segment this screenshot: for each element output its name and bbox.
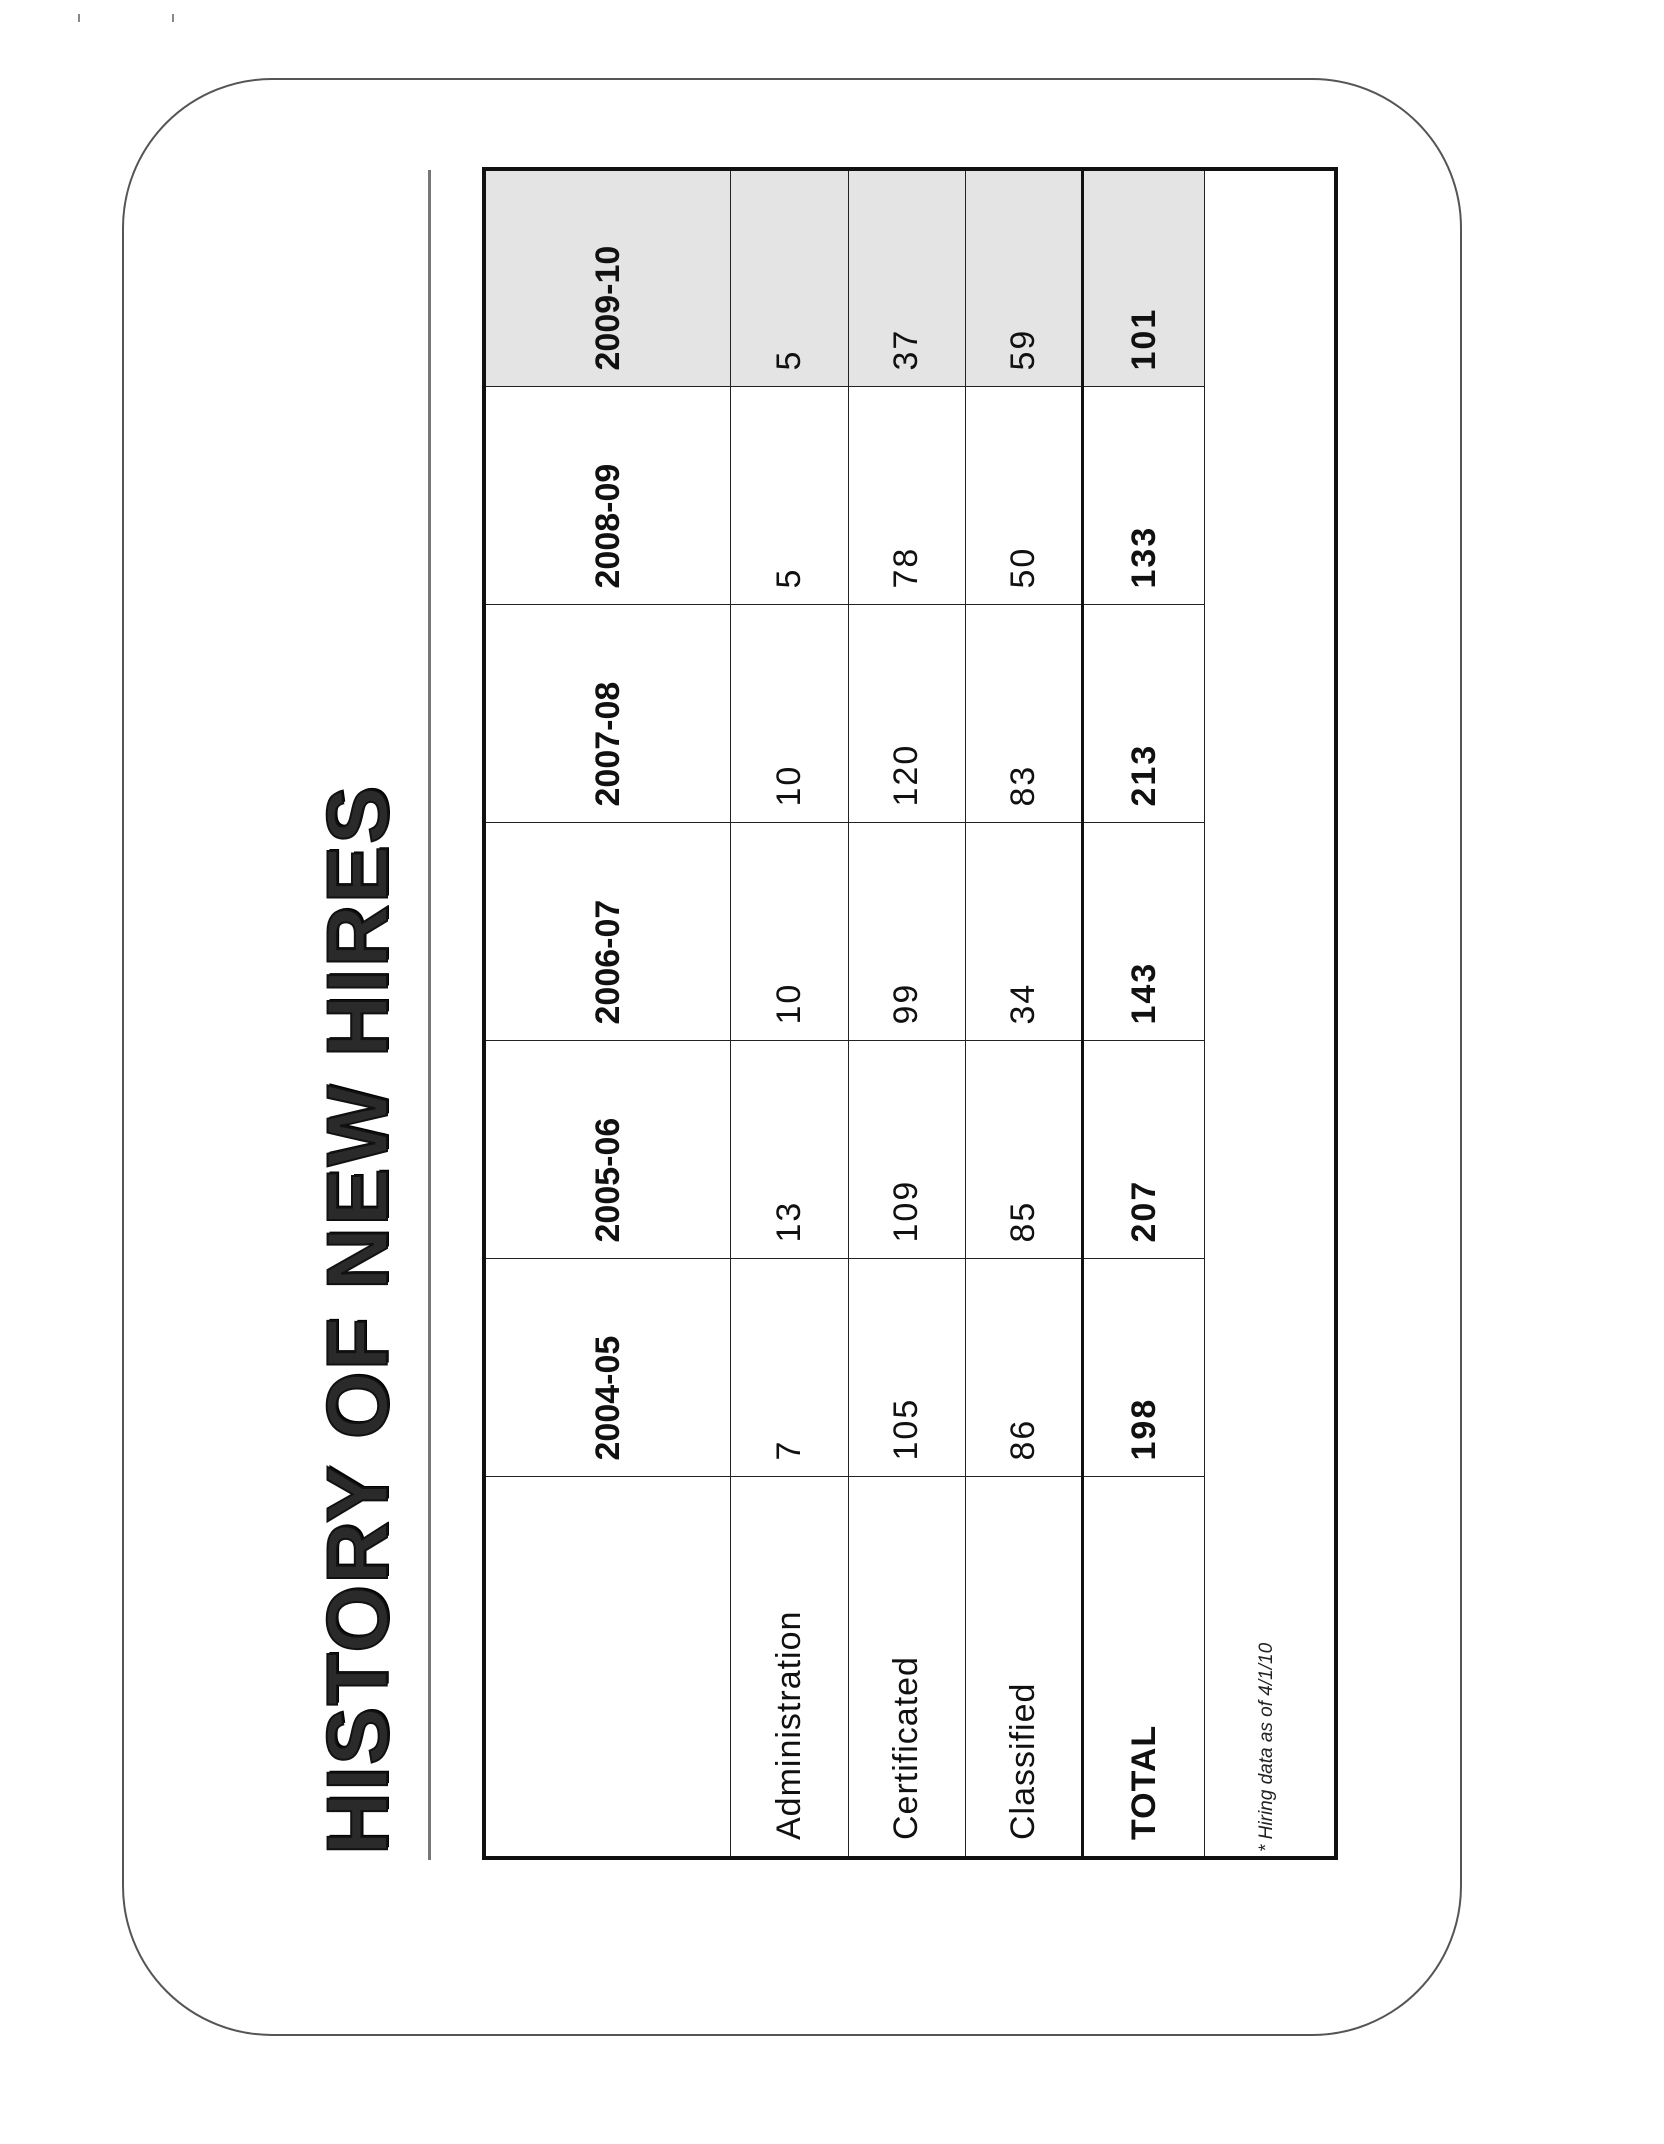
total-row <box>1083 169 1204 1858</box>
row-label: Administration <box>731 1477 848 1858</box>
column-header: 2005-06 <box>484 1041 731 1259</box>
column-header: 2008-09 <box>484 387 731 605</box>
column-header-highlighted: 2009-10 <box>484 169 731 387</box>
footnote-row <box>1204 169 1336 1858</box>
footnote: * Hiring data as of 4/1/10 <box>1256 1642 1277 1852</box>
table-cell: 83 <box>966 605 1083 823</box>
table-cell: 120 <box>848 605 965 823</box>
row-label: Classified <box>966 1477 1083 1858</box>
table-cell-highlighted: 5 <box>731 169 848 387</box>
total-cell-highlighted: 101 <box>1083 169 1204 387</box>
table-row <box>966 169 1083 1858</box>
table-cell: 78 <box>848 387 965 605</box>
table-cell-highlighted: 59 <box>966 169 1083 387</box>
table-cell: 7 <box>731 1259 848 1477</box>
title-divider <box>428 170 431 1860</box>
total-cell: 207 <box>1083 1041 1204 1259</box>
column-header: 2004-05 <box>484 1259 731 1477</box>
table-cell: 105 <box>848 1259 965 1477</box>
table-cell: 85 <box>966 1041 1083 1259</box>
total-cell: 213 <box>1083 605 1204 823</box>
new-hires-table <box>482 167 1338 1860</box>
scan-marks <box>0 14 200 26</box>
table-cell: 109 <box>848 1041 965 1259</box>
table-cell: 10 <box>731 605 848 823</box>
table-corner-cell <box>484 1477 731 1858</box>
table-cell: 99 <box>848 823 965 1041</box>
table-cell: 10 <box>731 823 848 1041</box>
row-label: Certificated <box>848 1477 965 1858</box>
table-cell: 50 <box>966 387 1083 605</box>
column-header: 2007-08 <box>484 605 731 823</box>
table-cell: 13 <box>731 1041 848 1259</box>
table-header-row <box>484 169 731 1858</box>
table-cell: 86 <box>966 1259 1083 1477</box>
page-title: HISTORY OF NEW HIRES <box>310 784 406 1855</box>
total-cell: 133 <box>1083 387 1204 605</box>
footnote-cell <box>1204 169 1336 1858</box>
table-cell: 5 <box>731 387 848 605</box>
table-row <box>731 169 848 1858</box>
column-header: 2006-07 <box>484 823 731 1041</box>
total-cell: 143 <box>1083 823 1204 1041</box>
table-cell: 34 <box>966 823 1083 1041</box>
table-row <box>848 169 965 1858</box>
total-label: TOTAL <box>1083 1477 1204 1858</box>
total-cell: 198 <box>1083 1259 1204 1477</box>
slide <box>300 130 1340 1900</box>
table-cell-highlighted: 37 <box>848 169 965 387</box>
